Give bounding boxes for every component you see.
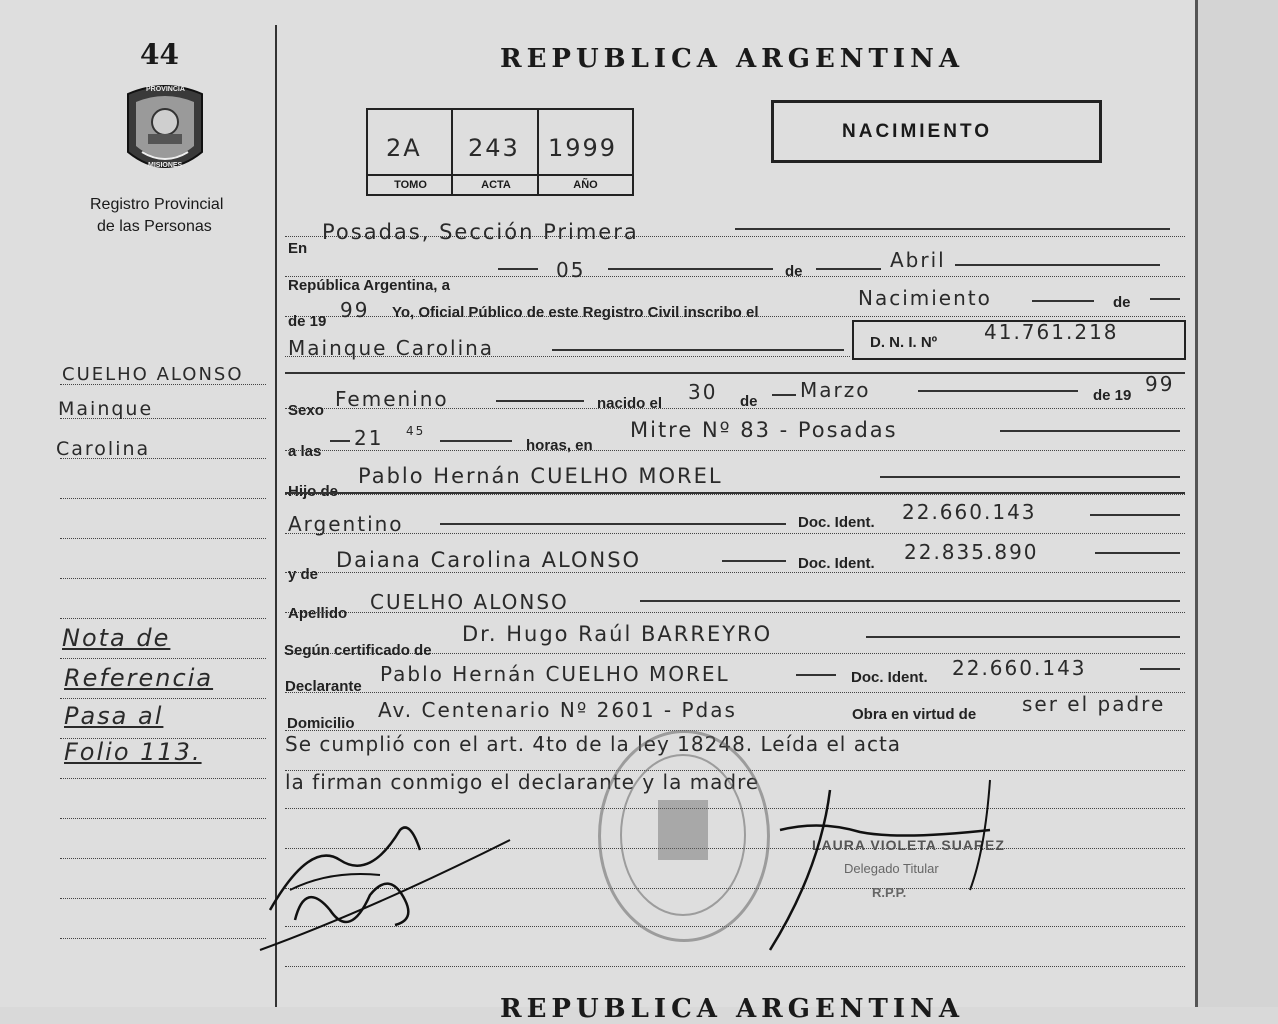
next-page-title-clip xyxy=(490,990,1010,1024)
field-dia: 05 xyxy=(556,258,586,282)
margin-name-2: Carolina xyxy=(56,438,151,460)
acta-value: 243 xyxy=(468,134,520,162)
label-de-2: de xyxy=(1113,294,1131,311)
field-minutos: 45 xyxy=(406,424,426,438)
field-doc-declarante: 22.660.143 xyxy=(952,656,1087,680)
field-tipo: Nacimiento xyxy=(858,286,992,310)
field-anio: 99 xyxy=(340,298,370,322)
emblem-caption-bottom: MISIONES xyxy=(148,162,183,169)
declarant-signature xyxy=(250,800,530,960)
ano-label: AÑO xyxy=(573,179,598,191)
observation-line-1: Se cumplió con el art. 4to de la ley 18248. Leída el acta xyxy=(285,732,902,756)
record-type: NACIMIENTO xyxy=(842,121,992,142)
label-de: de xyxy=(785,263,803,280)
country-title: REPUBLICA ARGENTINA xyxy=(500,44,965,74)
field-lugar: Posadas, Sección Primera xyxy=(322,220,639,244)
label-yo: Yo, Oficial Público de este Registro Civil inscribo el xyxy=(392,304,759,321)
field-nacionalidad: Argentino xyxy=(288,512,404,536)
registry-line-1: Registro Provincial xyxy=(90,196,224,213)
field-nac-mes: Marzo xyxy=(800,378,871,402)
margin-note-2: Referencia xyxy=(64,664,214,692)
label-sexo: Sexo xyxy=(288,402,324,419)
field-hora: 21 xyxy=(354,426,384,450)
label-declarante: Declarante xyxy=(285,678,362,695)
province-emblem xyxy=(120,82,210,178)
observation-line-2: la firman conmigo el declarante y la madre xyxy=(285,770,760,794)
field-medico: Dr. Hugo Raúl BARREYRO xyxy=(462,622,773,646)
field-declarante: Pablo Hernán CUELHO MOREL xyxy=(380,662,730,686)
right-margin xyxy=(1198,0,1278,1007)
label-de-3: de xyxy=(740,393,758,410)
label-segun: Según certificado de xyxy=(284,642,432,659)
stamp-org: R.P.P. xyxy=(872,885,907,900)
label-doc-1: Doc. Ident. xyxy=(798,514,875,531)
label-en: En xyxy=(288,240,308,257)
field-apellido: CUELHO ALONSO xyxy=(370,590,569,614)
tomo-value: 2A xyxy=(386,134,422,162)
label-de-19b: de 19 xyxy=(1093,387,1132,404)
label-domicilio: Domicilio xyxy=(287,715,355,732)
official-seal xyxy=(598,730,768,940)
field-nombre: Mainque Carolina xyxy=(288,336,495,360)
field-mes: Abril xyxy=(890,248,946,272)
margin-note-3: Pasa al xyxy=(64,702,164,730)
label-y-de: y de xyxy=(288,566,319,583)
field-domicilio: Av. Centenario Nº 2601 - Pdas xyxy=(378,698,737,722)
label-hijo: Hijo de xyxy=(288,483,339,500)
label-apellido: Apellido xyxy=(288,605,348,622)
label-doc-3: Doc. Ident. xyxy=(851,669,928,686)
label-dni: D. N. I. Nº xyxy=(870,334,938,351)
field-en-virtud: ser el padre xyxy=(1022,692,1166,716)
stamp-role: Delegado Titular xyxy=(844,861,939,876)
margin-note-4: Folio 113. xyxy=(64,738,202,766)
field-nac-dia: 30 xyxy=(688,380,718,404)
field-padre: Pablo Hernán CUELHO MOREL xyxy=(358,464,723,488)
ano-value: 1999 xyxy=(548,134,618,162)
field-dni: 41.761.218 xyxy=(984,320,1119,344)
label-doc-2: Doc. Ident. xyxy=(798,555,875,572)
label-nacido: nacido el xyxy=(597,395,663,412)
label-republica: República Argentina, a xyxy=(288,277,450,294)
record-type-box xyxy=(771,100,1102,163)
record-number-box xyxy=(366,108,634,196)
field-doc-padre: 22.660.143 xyxy=(902,500,1037,524)
stamp-name: LAURA VIOLETA SUAREZ xyxy=(812,837,1005,853)
next-page-title: REPUBLICA ARGENTINA xyxy=(500,994,965,1024)
label-de-19: de 19 xyxy=(288,313,327,330)
emblem-caption-top: PROVINCIA xyxy=(146,86,185,93)
margin-surname: CUELHO ALONSO xyxy=(62,364,244,385)
label-horas: horas, en xyxy=(526,437,593,454)
field-madre: Daiana Carolina ALONSO xyxy=(336,548,642,572)
tomo-label: TOMO xyxy=(394,179,427,191)
field-doc-madre: 22.835.890 xyxy=(904,540,1039,564)
official-signature xyxy=(760,770,1010,960)
acta-label: ACTA xyxy=(481,179,511,191)
field-sexo: Femenino xyxy=(335,387,449,411)
field-lugar-nac: Mitre Nº 83 - Posadas xyxy=(630,418,898,442)
label-obra: Obra en virtud de xyxy=(852,706,977,723)
registry-line-2: de las Personas xyxy=(97,218,212,235)
field-nac-anio: 99 xyxy=(1145,372,1175,396)
label-a-las: a las xyxy=(288,443,322,460)
page-number: 44 xyxy=(140,38,179,71)
margin-note-1: Nota de xyxy=(62,624,171,652)
margin-name-1: Mainque xyxy=(58,398,154,420)
